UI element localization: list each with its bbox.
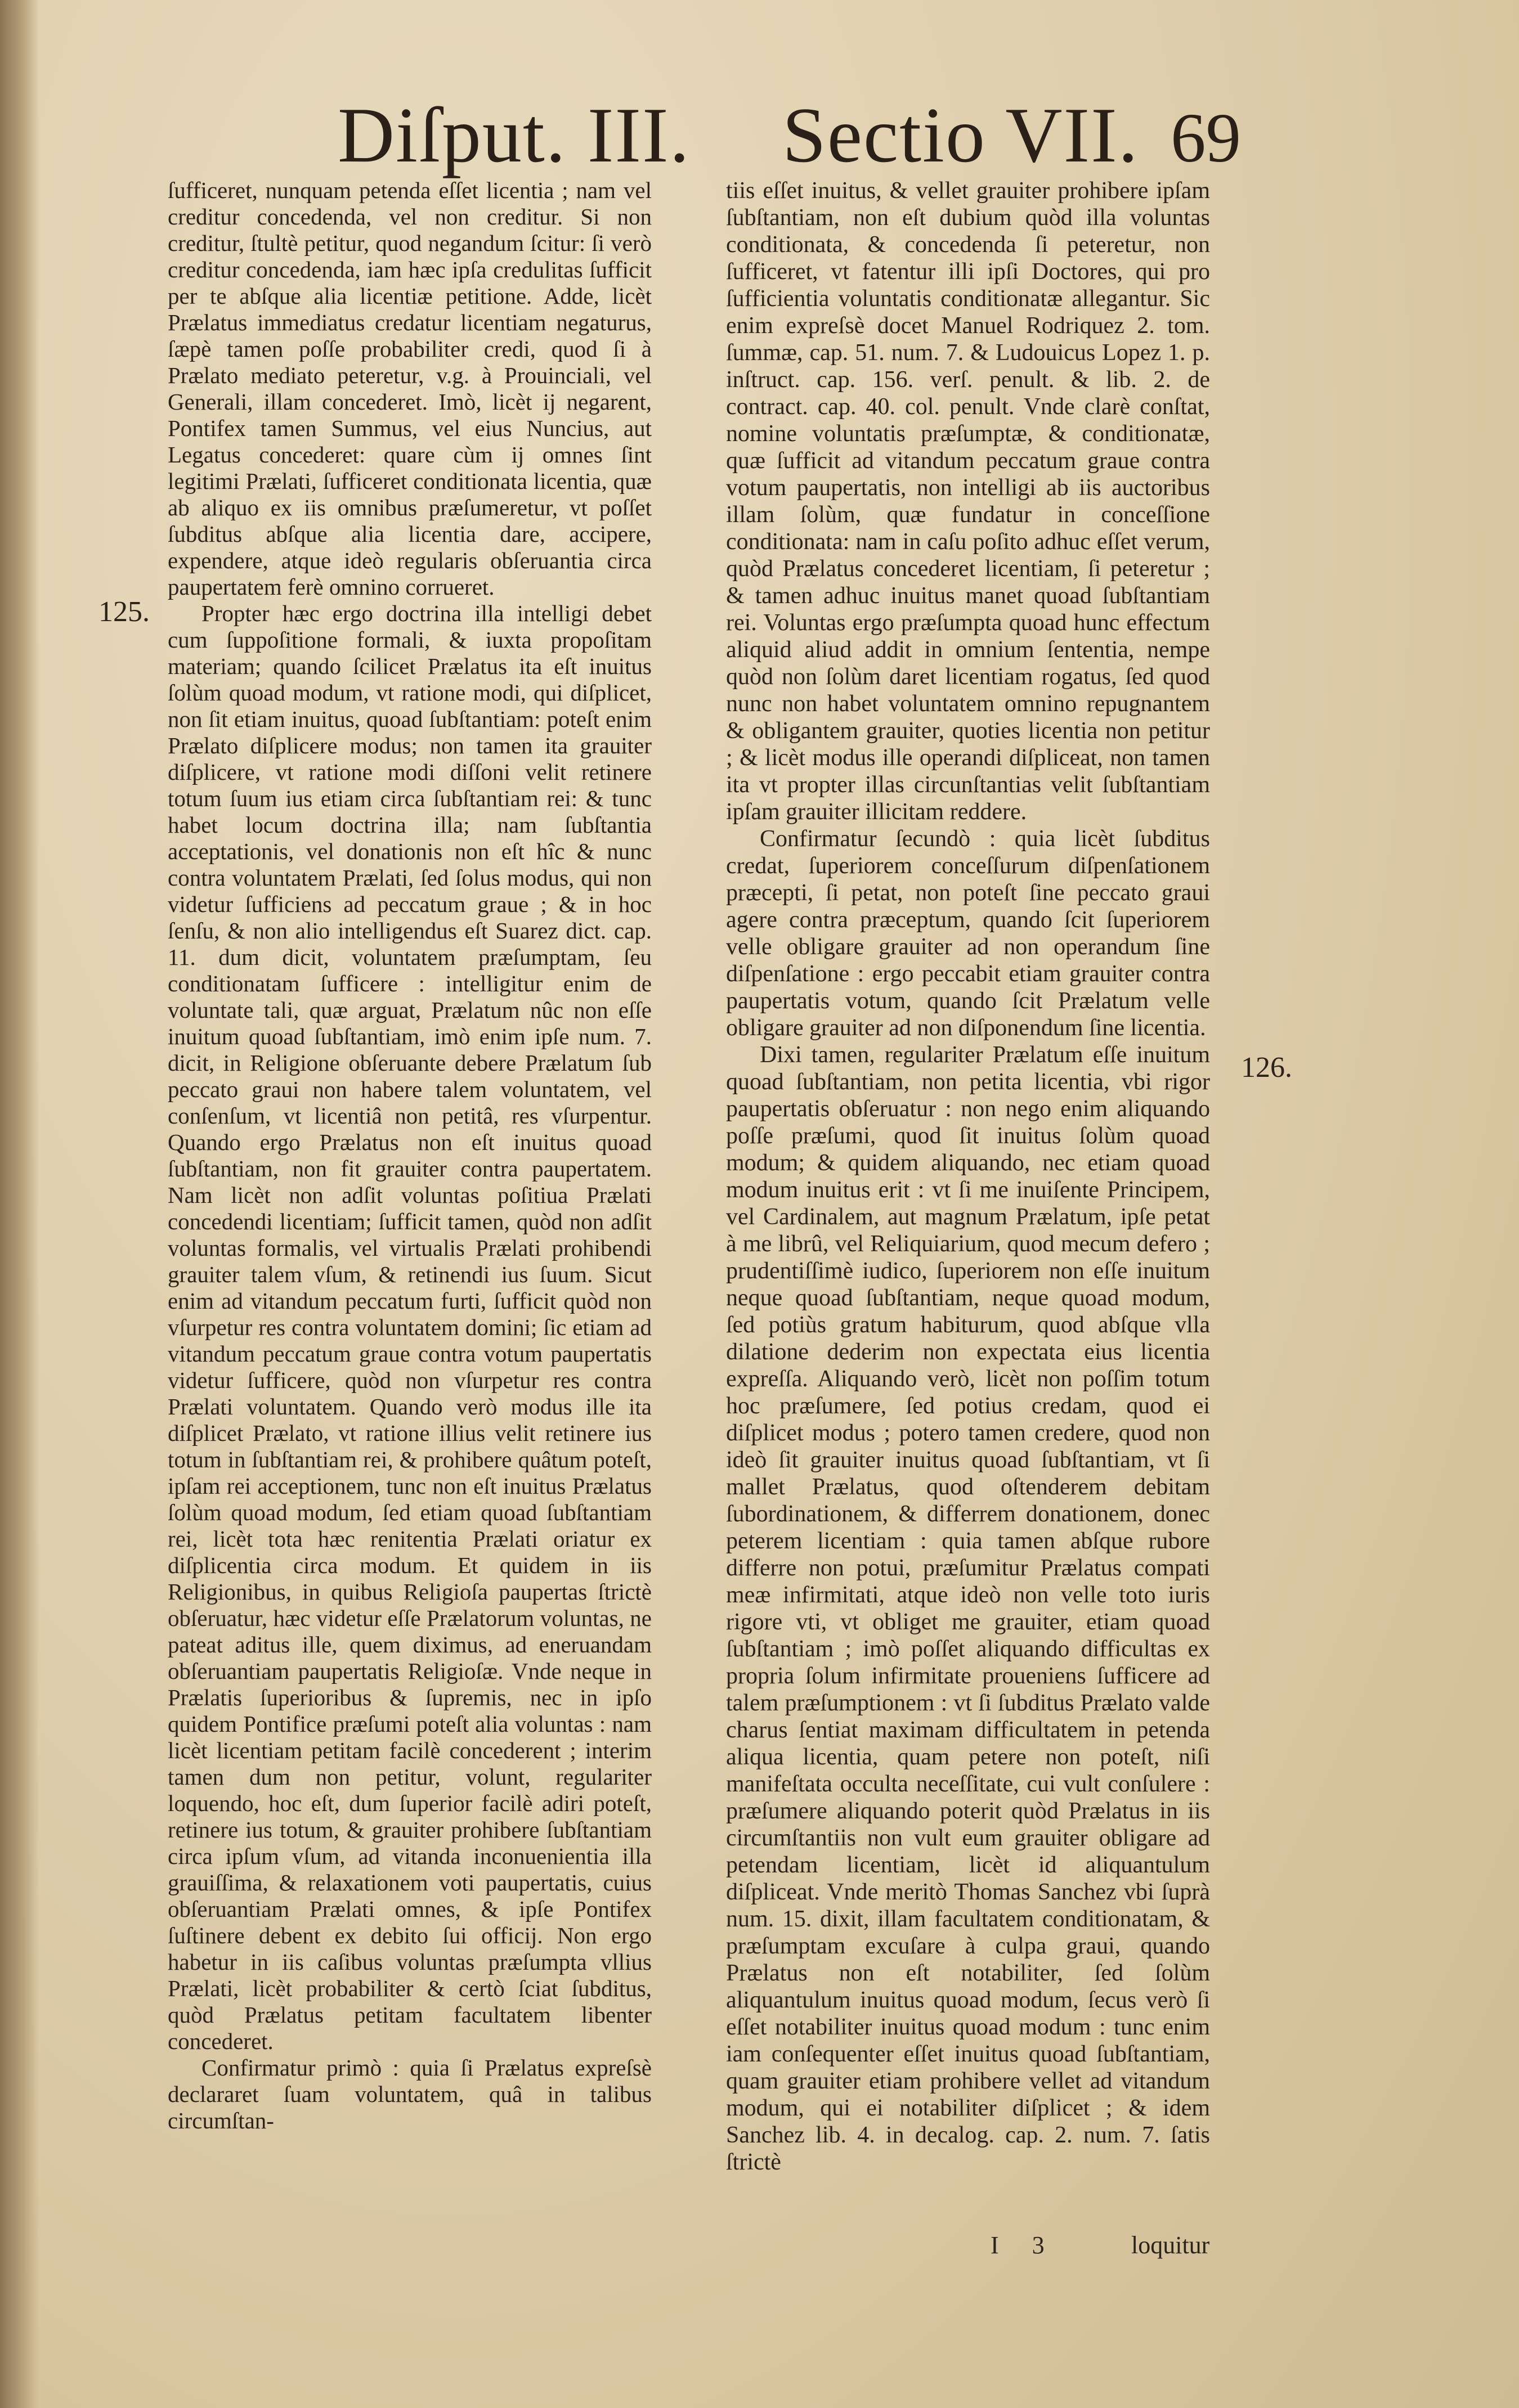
page-number: 69 [1171,100,1241,177]
running-head-left: Diſput. III. [338,92,691,179]
paragraph: Confirmatur ſecundò : quia licèt ſubditus credat, ſuperiorem conceſſurum diſpenſationem præcepti, ſi petat, non poteſt ſine peccato graui agere contra præceptum, quando ſcit ſuperiorem velle obligare grauiter ad non operandum ſine diſpenſatione : ergo peccabit etiam grauiter contra paupertatis votum, quando ſcit Prælatum velle obligare grauiter ad non diſponendum ſine licentia. [726,826,1210,1041]
margin-section-number: 126. [1241,1052,1292,1084]
right-text-column [726,177,1210,2176]
left-text-column [168,177,652,2134]
running-head-right: Sectio VII. [782,92,1139,179]
binding-gutter [0,0,39,2408]
paragraph: ſufficeret, nunquam petenda eſſet licentia ; nam vel creditur concedenda, vel non creditur. Si non creditur, ſtultè petitur, quod negandum ſcitur: ſi verò creditur concedenda, iam hæc ipſa credulitas ſufficit per te abſque alia licentiæ petitione. Adde, licèt Prælatus immediatus credatur licentiam negaturus, ſæpè tamen poſſe probabiliter credi, quod ſi à Prælato mediato peteretur, v.g. à Prouinciali, vel Generali, illam concederet. Imò, licèt ij negarent, Pontifex tamen Summus, vel eius Nuncius, aut Legatus concederet: quare cùm ij omnes ſint legitimi Prælati, ſufficeret conditionata licentia, quæ ab aliquo ex iis omnibus præſumeretur, vt poſſet ſubditus abſque alia licentia dare, accipere, expendere, atque ideò regularis obſeruantia circa paupertatem ferè omnino corrueret. [168,177,652,600]
catchword: loquitur [1131,2231,1210,2259]
paragraph: tiis eſſet inuitus, & vellet grauiter prohibere ipſam ſubſtantiam, non eſt dubium quòd illa voluntas conditionata, & concedenda ſi peteretur, non ſufficeret, vt fatentur illi ipſi Doctores, qui pro ſufficientia voluntatis conditionatæ allegantur. Sic enim expreſsè docet Manuel Rodriquez 2. tom. ſummæ, cap. 51. num. 7. & Ludouicus Lopez 1. p. inſtruct. cap. 156. verſ. penult. & lib. 2. de contract. cap. 40. col. penult. Vnde clarè conſtat, nomine voluntatis præſumptæ, & conditionatæ, quæ ſufficit ad vitandum peccatum graue contra votum paupertatis, non intelligi ab iis auctoribus illam ſolùm, quæ fundatur in conceſſione conditionata: nam in caſu poſito adhuc eſſet verum, quòd Prælatus concederet licentiam, ſi peteretur ; & tamen adhuc inuitus manet quoad ſubſtantiam rei. Voluntas ergo præſumpta quoad hunc effectum aliquid aliud addit in omnium ſententia, nempe quòd non ſolùm daret licentiam rogatus, ſed quod nunc non habet voluntatem omnino repugnantem & obligantem grauiter, quoties licentia non petitur ; & licèt modus ille operandi diſpliceat, non tamen ita vt propter illas circunſtantias velit ſubſtantiam ipſam grauiter illicitam reddere. [726,178,1210,825]
signature-mark: I 3 [991,2231,1058,2259]
paragraph: Dixi tamen, regulariter Prælatum eſſe inuitum quoad ſubſtantiam, non petita licentia, vbi rigor paupertatis obſeruatur : non nego enim aliquando poſſe præſumi, quod ſit inuitus ſolùm quoad modum; & quidem aliquando, nec etiam quoad modum inuitus erit : vt ſi me inuiſente Principem, vel Cardinalem, aut magnum Prælatum, ipſe petat à me librû, vel Reliquiarium, quod mecum defero ; prudentiſſimè iudico, ſuperiorem non eſſe inuitum neque quoad ſubſtantiam, neque quoad modum, ſed potiùs gratum habiturum, quod abſque vlla dilatione dederim non expectata eius licentia expreſſa. Aliquando verò, licèt non poſſim totum hoc præſumere, ſed potius credam, quod ei diſplicet modus ; potero tamen credere, quod non ideò ſit grauiter inuitus quoad ſubſtantiam, vt ſi mallet Prælatus, quod oſtenderem debitam ſubordinationem, & differrem donationem, donec peterem licentiam : quia tamen abſque rubore differre non potui, præſumitur Prælatus compati meæ infirmitati, atque ideò non velle toto iuris rigore vti, vt obliget me grauiter, etiam quoad ſubſtantiam ; imò poſſet aliquando difficultas ex propria ſolum infirmitate proueniens ſufficere ad talem præſumptionem : vt ſi ſubditus Prælato valde charus ſentiat maximam difficultatem in petenda aliqua licentia, quam petere non poteſt, niſi manifeſtata occulta neceſſitate, cui vult conſulere : præſumere aliquando poterit quòd Prælatus in iis circumſtantiis non vult eum grauiter obligare ad petendam licentiam, licèt id aliquantulum diſpliceat. Vnde meritò Thomas Sanchez vbi ſuprà num. 15. dixit, illam facultatem conditionatam, & præſumptam excuſare à culpa graui, quando Prælatus non eſt notabiliter, ſed ſolùm aliquantulum inuitus quoad modum, ſecus verò ſi eſſet notabiliter inuitus quoad modum : tunc enim iam conſequenter eſſet inuitus quoad ſubſtantiam, quam grauiter etiam prohibere vellet ad vitandum modum, qui ei notabiliter diſplicet ; & idem Sanchez lib. 4. in decalog. cap. 2. num. 7. ſatis ſtrictè [726,1042,1210,2175]
margin-section-number: 125. [98,596,150,628]
paragraph: Propter hæc ergo doctrina illa intelligi debet cum ſuppoſitione formali, & iuxta propoſitam materiam; quando ſcilicet Prælatus ita eſt inuitus ſolùm quoad modum, vt ratione modi, qui diſplicet, non ſit etiam inuitus, quoad ſubſtantiam: poteſt enim Prælato diſplicere modus; non tamen ita grauiter diſplicere, vt ratione modi diſſoni velit retinere totum ſuum ius etiam circa ſubſtantiam rei: & tunc habet locum doctrina illa; nam ſubſtantia acceptationis, vel donationis non eſt hîc & nunc contra voluntatem Prælati, ſed ſolus modus, qui non videtur ſufficiens ad peccatum graue ; & in hoc ſenſu, & non alio intelligendus eſt Suarez dict. cap. 11. dum dicit, voluntatem præſumptam, ſeu conditionatam ſufficere : intelligitur enim de voluntate tali, quæ arguat, Prælatum nûc non eſſe inuitum quoad ſubſtantiam, imò enim ipſe num. 7. dicit, in Religione obſeruante debere Prælatum ſub peccato graui non habere talem voluntatem, vel conſenſum, vt licentiâ non petitâ, res vſurpentur. Quando ergo Prælatus non eſt inuitus quoad ſubſtantiam, non fit grauiter contra paupertatem. Nam licèt non adſit voluntas poſitiua Prælati concedendi licentiam; ſufficit tamen, quòd non adſit voluntas formalis, vel virtualis Prælati prohibendi grauiter talem vſum, & retinendi ius ſuum. Sicut enim ad vitandum peccatum furti, ſufficit quòd non vſurpetur res contra voluntatem domini; ſic etiam ad vitandum peccatum graue contra votum paupertatis videtur ſufficere, quòd non vſurpetur res contra Prælati voluntatem. Quando verò modus ille ita diſplicet Prælato, vt ratione illius velit retinere ius totum in ſubſtantiam rei, & prohibere quâtum poteſt, ipſam rei acceptionem, tunc non eſt inuitus Prælatus ſolùm quoad modum, ſed etiam quoad ſubſtantiam rei, licèt tota hæc renitentia Prælati oriatur ex diſplicentia circa modum. Et quidem in iis Religionibus, in quibus Religioſa paupertas ſtrictè obſeruatur, hæc videtur eſſe Prælatorum voluntas, ne pateat aditus ille, quem diximus, ad eneruandam obſeruantiam paupertatis Religioſæ. Vnde neque in Prælatis ſuperioribus & ſupremis, nec in ipſo quidem Pontifice præſumi poteſt alia voluntas : nam licèt licentiam petitam facilè concederent ; interim tamen dum non petitur, volunt, regulariter loquendo, hoc eſt, dum ſuperior facilè adiri poteſt, retinere ius totum, & grauiter prohibere ſubſtantiam circa ipſum vſum, ad vitanda inconuenientia illa grauiſſima, & relaxationem voti paupertatis, cuius obſeruantiam Prælati omnes, & ipſe Pontifex ſuſtinere debent ex debito ſui officij. Non ergo habetur in iis caſibus voluntas præſumpta vllius Prælati, licèt probabiliter & certò ſciat ſubditus, quòd Prælatus petitam facultatem libenter concederet. [168,600,652,2054]
paragraph: Confirmatur primò : quia ſi Prælatus expreſsè declararet ſuam voluntatem, quâ in talibus circumſtan- [168,2055,652,2133]
